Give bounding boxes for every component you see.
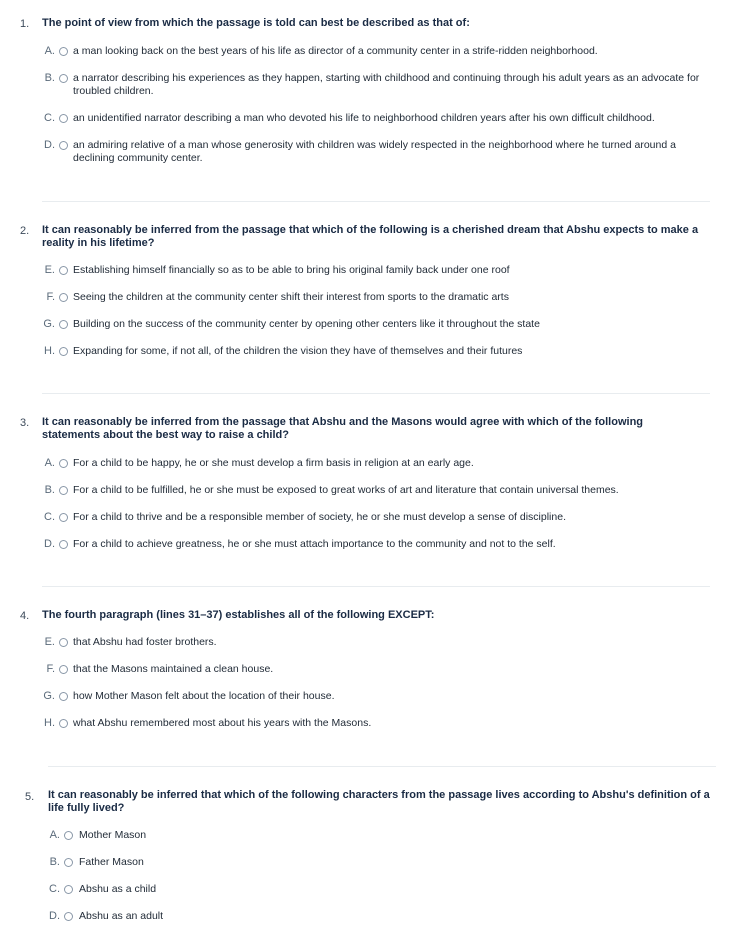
option-letter: F.: [46, 291, 55, 303]
radio-button[interactable]: [64, 831, 73, 840]
option-text: Mother Mason: [79, 829, 147, 841]
radio-button[interactable]: [59, 141, 68, 150]
radio-button[interactable]: [64, 858, 73, 867]
option-letter: C.: [44, 112, 55, 124]
question-number: 3.: [20, 417, 30, 429]
radio-button[interactable]: [59, 719, 68, 728]
answer-option[interactable]: [0, 538, 750, 552]
option-text: a man looking back on the best years of his life as director of a community center in a strife-ridden neighborhood.: [73, 45, 598, 57]
option-letter: B.: [44, 484, 55, 496]
option-text: Abshu as a child: [79, 883, 157, 895]
option-letter: A.: [44, 457, 55, 469]
option-letter: A.: [44, 45, 55, 57]
option-text: Establishing himself financially so as to be able to bring his original family back under one roof: [73, 264, 510, 276]
answer-option[interactable]: [0, 910, 750, 924]
radio-button[interactable]: [64, 912, 73, 921]
option-letter: G.: [43, 318, 55, 330]
option-letter: B.: [49, 856, 60, 868]
radio-button[interactable]: [59, 486, 68, 495]
radio-button[interactable]: [59, 347, 68, 356]
option-text: Seeing the children at the community center shift their interest from sports to the dramatic arts: [73, 291, 509, 303]
option-text: an unidentified narrator describing a man who devoted his life to neighborhood children years after his own difficult childhood.: [73, 112, 655, 124]
radio-button[interactable]: [64, 885, 73, 894]
radio-button[interactable]: [59, 459, 68, 468]
option-text: Building on the success of the community center by opening other centers like it throughout the state: [73, 318, 540, 330]
option-letter: A.: [49, 829, 60, 841]
answer-option[interactable]: [0, 829, 750, 843]
radio-button[interactable]: [59, 266, 68, 275]
answer-option[interactable]: [0, 856, 750, 870]
option-letter: E.: [44, 264, 55, 276]
radio-button[interactable]: [59, 540, 68, 549]
question-text: It can reasonably be inferred from the passage that which of the following is a cherished dream that Abshu expects to make a reality in his lifetime?: [42, 224, 699, 249]
option-text: how Mother Mason felt about the location of their house.: [73, 690, 335, 702]
question-number: 2.: [20, 225, 30, 237]
answer-option[interactable]: [0, 72, 750, 97]
option-letter: G.: [43, 690, 55, 702]
answer-option[interactable]: [0, 636, 750, 650]
answer-option[interactable]: [0, 345, 750, 359]
option-letter: C.: [44, 511, 55, 523]
answer-option[interactable]: [0, 139, 750, 164]
answer-option[interactable]: [0, 663, 750, 677]
option-text: a narrator describing his experiences as they happen, starting with childhood and continuing through his adult years as an advocate for troubled children.: [73, 72, 700, 97]
radio-button[interactable]: [59, 114, 68, 123]
option-text: an admiring relative of a man whose generosity with children was widely respected in the neighborhood where he turned around a declining community center.: [73, 139, 676, 164]
option-letter: D.: [49, 910, 60, 922]
answer-option[interactable]: [0, 690, 750, 704]
radio-button[interactable]: [59, 638, 68, 647]
option-letter: F.: [46, 663, 55, 675]
answer-option[interactable]: [0, 318, 750, 332]
answer-option[interactable]: [0, 717, 750, 731]
answer-option[interactable]: [0, 291, 750, 305]
answer-option[interactable]: [0, 264, 750, 278]
divider: [42, 201, 710, 202]
option-text: what Abshu remembered most about his years with the Masons.: [73, 717, 372, 729]
option-letter: B.: [44, 72, 55, 84]
question-number: 1.: [20, 18, 30, 30]
question-text: It can reasonably be inferred from the passage that Abshu and the Masons would agree with which of the following statements about the best way to raise a child?: [42, 416, 644, 441]
answer-option[interactable]: [0, 484, 750, 498]
question-number: 4.: [20, 610, 30, 622]
option-text: Abshu as an adult: [79, 910, 164, 922]
answer-option[interactable]: [0, 112, 750, 126]
radio-button[interactable]: [59, 692, 68, 701]
answer-option[interactable]: [0, 45, 750, 59]
answer-option[interactable]: [0, 883, 750, 897]
answer-option[interactable]: [0, 457, 750, 471]
divider: [42, 586, 710, 587]
question-number: 5.: [25, 791, 35, 803]
radio-button[interactable]: [59, 665, 68, 674]
option-text: that Abshu had foster brothers.: [73, 636, 217, 648]
radio-button[interactable]: [59, 74, 68, 83]
option-letter: E.: [44, 636, 55, 648]
radio-button[interactable]: [59, 293, 68, 302]
option-text: For a child to be happy, he or she must develop a firm basis in religion at an early age.: [73, 457, 474, 469]
question-text: The point of view from which the passage is told can best be described as that of:: [42, 17, 470, 29]
question-text: It can reasonably be inferred that which of the following characters from the passage lives according to Abshu's definition of a life fully lived?: [48, 789, 710, 814]
option-letter: D.: [44, 139, 55, 151]
divider: [48, 766, 716, 767]
option-letter: H.: [44, 717, 55, 729]
radio-button[interactable]: [59, 47, 68, 56]
option-text: For a child to be fulfilled, he or she must be exposed to great works of art and literature that contain universal themes.: [73, 484, 619, 496]
option-text: For a child to thrive and be a responsible member of society, he or she must develop a sense of discipline.: [73, 511, 566, 523]
option-letter: H.: [44, 345, 55, 357]
question-text: The fourth paragraph (lines 31–37) establishes all of the following EXCEPT:: [42, 609, 435, 621]
option-letter: D.: [44, 538, 55, 550]
option-text: Father Mason: [79, 856, 144, 868]
answer-option[interactable]: [0, 511, 750, 525]
radio-button[interactable]: [59, 320, 68, 329]
option-letter: C.: [49, 883, 60, 895]
divider: [42, 393, 710, 394]
option-text: Expanding for some, if not all, of the children the vision they have of themselves and their futures: [73, 345, 523, 357]
radio-button[interactable]: [59, 513, 68, 522]
option-text: For a child to achieve greatness, he or she must attach importance to the community and not to the self.: [73, 538, 556, 550]
option-text: that the Masons maintained a clean house.: [73, 663, 274, 675]
